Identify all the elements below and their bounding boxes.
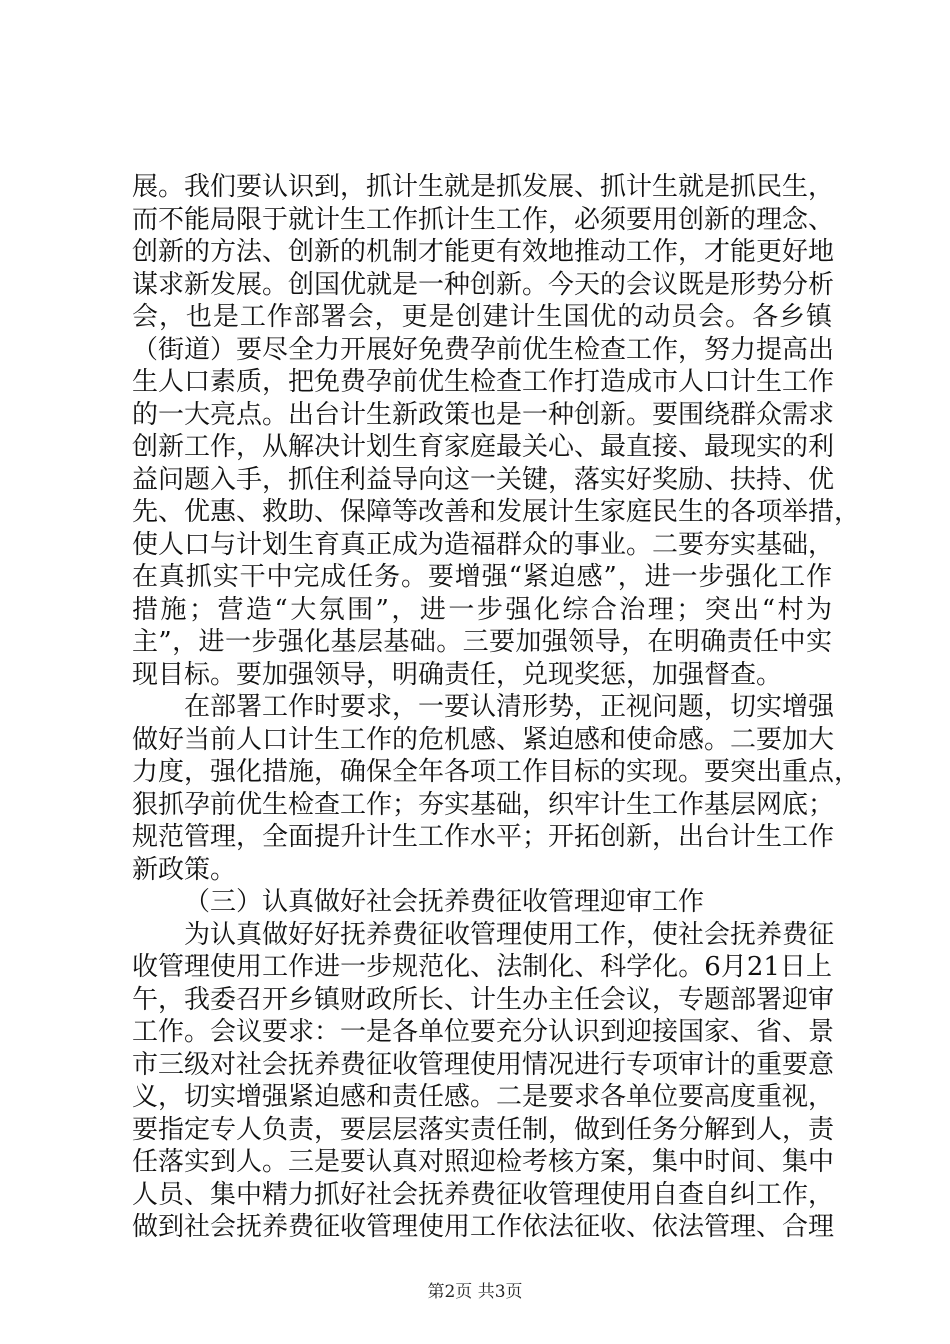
text-line: 生人口素质，把免费孕前优生检查工作打造成市人口计生工作 [132,367,835,397]
text-line: 人员、集中精力抓好社会抚养费征收管理使用自查自纠工作， [132,1179,835,1210]
body-text [132,171,861,1244]
page-number-footer: 第2页 共3页 [427,1282,523,1302]
paragraph-first-line: 在部署工作时要求，一要认清形势，正视问题，切实增强 [184,692,835,722]
text-line: 收管理使用工作进一步规范化、法制化、科学化。6月21日上 [132,952,832,982]
text-line: 展。我们要认识到，抓计生就是抓发展、抓计生就是抓民生， [132,172,835,202]
text-line: 做到社会抚养费征收管理使用工作依法征收、依法管理、合理 [132,1212,835,1242]
text-line: 市三级对社会抚养费征收管理使用情况进行专项审计的重要意 [132,1049,835,1080]
text-line: 会，也是工作部署会，更是创建计生国优的动员会。各乡镇 [132,302,832,332]
text-line: 午，我委召开乡镇财政所长、计生办主任会议，专题部署迎审 [132,984,835,1015]
text-line: 措施；营造“大氛围”，进一步强化综合治理；突出“村为 [132,594,832,625]
section-heading: （三）认真做好社会抚养费征收管理迎审工作 [184,887,705,917]
text-line: 规范管理，全面提升计生工作水平；开拓创新，出台计生工作 [132,822,835,852]
text-line: 谋求新发展。创国优就是一种创新。今天的会议既是形势分析 [132,269,835,300]
text-line: （街道）要尽全力开展好免费孕前优生检查工作，努力提高出 [132,334,835,365]
text-line: 任落实到人。三是要认真对照迎检考核方案，集中时间、集中 [132,1147,835,1177]
text-line: 在真抓实干中完成任务。要增强“紧迫感”，进一步强化工作 [132,562,832,592]
text-line: 新政策。 [132,854,237,885]
text-line: 创新工作，从解决计划生育家庭最关心、最直接、最现实的利 [132,432,835,462]
text-line: 做好当前人口计生工作的危机感、紧迫感和使命感。二要加大 [132,724,835,755]
text-line: 现目标。要加强领导，明确责任，兑现奖惩，加强督查。 [132,659,783,690]
text-line: 而不能局限于就计生工作抓计生工作，必须要用创新的理念、 [132,204,835,235]
text-line: 的一大亮点。出台计生新政策也是一种创新。要围绕群众需求 [132,399,835,430]
text-line: 主”，进一步强化基层基础。三要加强领导，在明确责任中实 [132,627,832,657]
text-line: 力度，强化措施，确保全年各项工作目标的实现。要突出重点， [132,757,861,787]
text-line: 使人口与计划生育真正成为造福群众的事业。二要夯实基础， [132,529,835,560]
text-line: 要指定专人负责，要层层落实责任制，做到任务分解到人，责 [132,1114,835,1145]
text-line: 工作。会议要求：一是各单位要充分认识到迎接国家、省、景 [132,1017,835,1047]
paragraph-first-line: 为认真做好好抚养费征收管理使用工作，使社会抚养费征 [184,919,835,950]
text-line: 狠抓孕前优生检查工作；夯实基础，织牢计生工作基层网底； [132,789,835,820]
text-line: 益问题入手，抓住利益导向这一关键，落实好奖励、扶持、优 [132,464,835,495]
text-line: 创新的方法、创新的机制才能更有效地推动工作，才能更好地 [132,237,835,267]
text-line: 义，切实增强紧迫感和责任感。二是要求各单位要高度重视， [132,1082,835,1112]
text-line: 先、优惠、救助、保障等改善和发展计生家庭民生的各项举措， [132,497,861,527]
